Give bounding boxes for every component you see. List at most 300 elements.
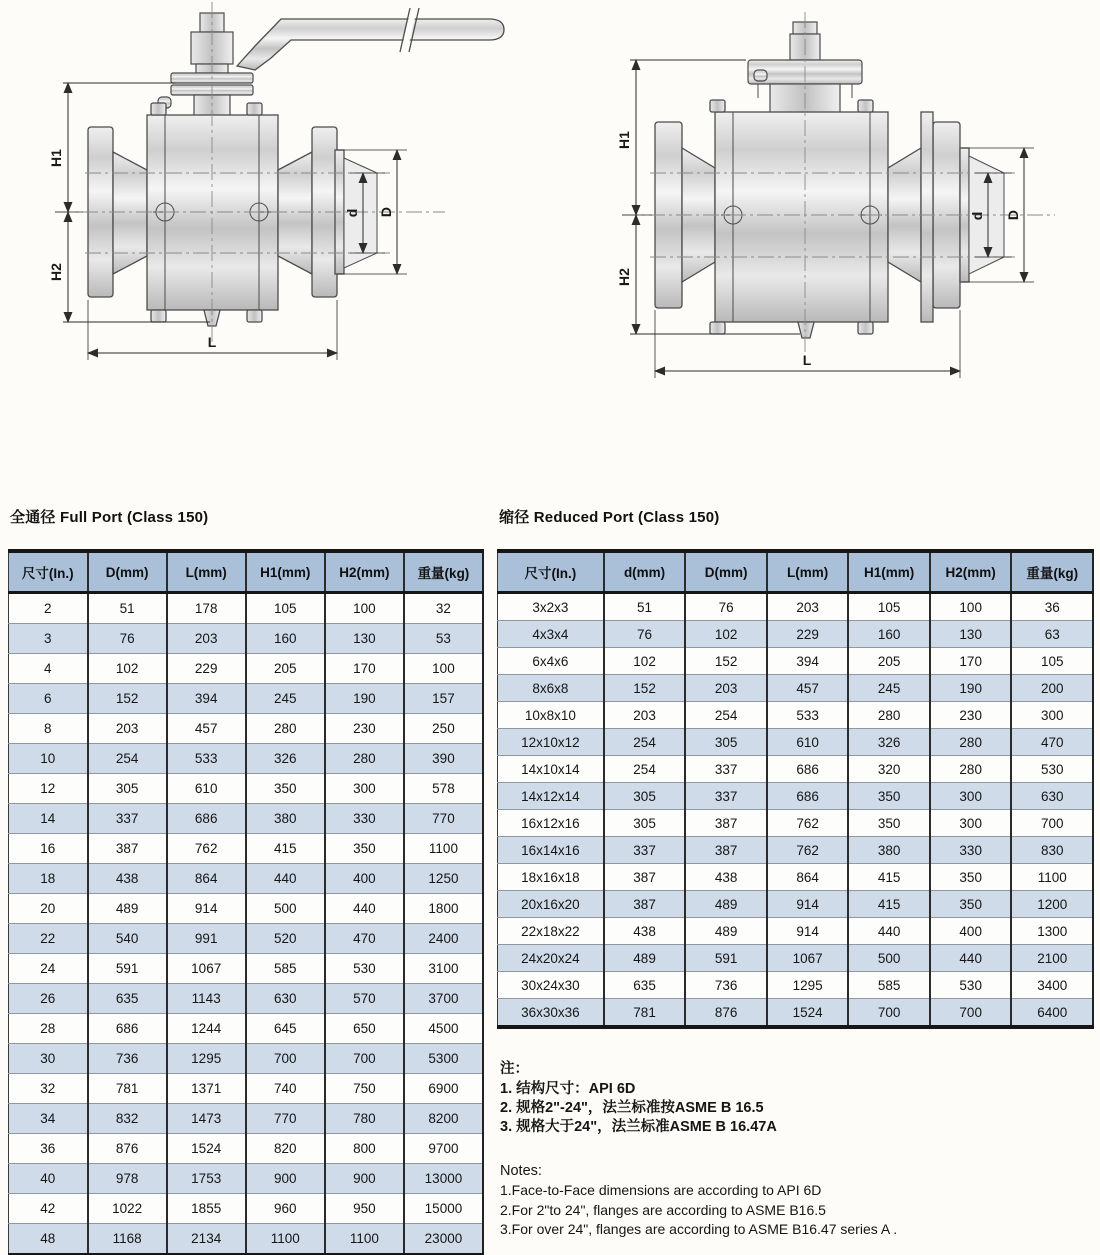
table-cell: 440 (930, 945, 1012, 972)
table-row (9, 684, 484, 714)
table-cell: 32 (404, 593, 483, 624)
table-cell: 415 (848, 864, 930, 891)
table-cell: 6400 (1011, 999, 1093, 1028)
table-cell: 380 (246, 804, 325, 834)
table-cell: 3x2x3 (498, 593, 604, 621)
table-cell: 540 (88, 924, 167, 954)
table-cell: 3100 (404, 954, 483, 984)
table-cell: 337 (604, 837, 686, 864)
table-cell: 1855 (167, 1194, 246, 1224)
table-cell: 1100 (404, 834, 483, 864)
body-bolt (247, 310, 262, 322)
body-center (715, 112, 888, 322)
table-cell: 457 (767, 675, 849, 702)
table-cell: 387 (604, 891, 686, 918)
dim-label-D: D (1005, 209, 1021, 221)
table-cell: 350 (848, 783, 930, 810)
table-cell: 387 (685, 810, 767, 837)
table-cell: 876 (685, 999, 767, 1028)
table-cell: 8 (9, 714, 88, 744)
body-bolt (858, 322, 873, 334)
table-cell: 4 (9, 654, 88, 684)
note-line: 3. 规格大于24"，法兰标准ASME B 16.47A (500, 1119, 777, 1135)
note-line: 2. 规格2"-24"，法兰标准按ASME B 16.5 (500, 1100, 764, 1116)
table-cell: 10x8x10 (498, 702, 604, 729)
right-hub (278, 152, 312, 274)
table-cell: 1244 (167, 1014, 246, 1044)
table-row (9, 1224, 484, 1255)
body-bolt (710, 322, 725, 334)
dim-label-D: D (378, 206, 394, 218)
notes-english (500, 1163, 1094, 1240)
table-cell: 876 (88, 1134, 167, 1164)
table-cell: 51 (604, 593, 686, 621)
table-row (9, 1074, 484, 1104)
table-cell: 12x10x12 (498, 729, 604, 756)
body-bolt (151, 103, 166, 115)
table-cell: 36 (9, 1134, 88, 1164)
table-row (498, 675, 1094, 702)
table-cell: 105 (246, 593, 325, 624)
table-cell: 800 (325, 1134, 404, 1164)
table-cell: 24 (9, 954, 88, 984)
header-row (9, 551, 484, 593)
table-cell: 489 (604, 945, 686, 972)
table-row (498, 729, 1094, 756)
table-cell: 1022 (88, 1194, 167, 1224)
table-row (9, 624, 484, 654)
table-cell: 160 (848, 621, 930, 648)
table-cell: 3700 (404, 984, 483, 1014)
table-cell: 950 (325, 1194, 404, 1224)
table-cell: 635 (88, 984, 167, 1014)
table-row (9, 834, 484, 864)
table-row (9, 894, 484, 924)
table-row (9, 864, 484, 894)
table-cell: 4500 (404, 1014, 483, 1044)
table-cell: 305 (604, 810, 686, 837)
table-cell: 591 (685, 945, 767, 972)
table-row (9, 1014, 484, 1044)
table-cell: 650 (325, 1014, 404, 1044)
table-cell: 1168 (88, 1224, 167, 1255)
full-port-table-head (9, 551, 484, 593)
table-cell: 394 (767, 648, 849, 675)
table-row (9, 1194, 484, 1224)
table-cell: 12 (9, 774, 88, 804)
valve-body (88, 103, 377, 326)
body-bolt (151, 310, 166, 322)
table-cell: 700 (1011, 810, 1093, 837)
table-cell: 387 (88, 834, 167, 864)
table-cell: 245 (246, 684, 325, 714)
table-cell: 102 (88, 654, 167, 684)
table-cell: 762 (767, 810, 849, 837)
table-cell: 415 (848, 891, 930, 918)
header-row (498, 551, 1094, 593)
table-cell: 585 (848, 972, 930, 999)
note-line: 2.For 2"to 24", flanges are according to ASME B16.5 (500, 1201, 826, 1218)
notes-english-lines (500, 1181, 1094, 1240)
table-cell: 102 (685, 621, 767, 648)
table-cell: 438 (88, 864, 167, 894)
table-cell: 5300 (404, 1044, 483, 1074)
table-cell: 8x6x8 (498, 675, 604, 702)
table-cell: 457 (167, 714, 246, 744)
table-cell: 820 (246, 1134, 325, 1164)
dim-label-h1: H1 (48, 149, 64, 167)
lever-ball-valve-drawing (25, 0, 570, 410)
table-cell: 591 (88, 954, 167, 984)
table-cell: 686 (767, 756, 849, 783)
table-cell: 387 (685, 837, 767, 864)
table-row (498, 702, 1094, 729)
table-cell: 1250 (404, 864, 483, 894)
table-cell: 48 (9, 1224, 88, 1255)
table-cell: 40 (9, 1164, 88, 1194)
table-cell: 762 (767, 837, 849, 864)
table-cell: 350 (930, 864, 1012, 891)
table-cell: 280 (246, 714, 325, 744)
table-cell: 8200 (404, 1104, 483, 1134)
table-cell: 635 (604, 972, 686, 999)
dim-label-h1: H1 (616, 131, 632, 149)
table-row (498, 918, 1094, 945)
table-cell: 203 (685, 675, 767, 702)
full-port-table-title: 全通径 Full Port (Class 150) (10, 509, 209, 526)
table-cell: 1143 (167, 984, 246, 1014)
table-cell: 102 (604, 648, 686, 675)
table-cell: 1300 (1011, 918, 1093, 945)
table-cell: 230 (930, 702, 1012, 729)
table-cell: 991 (167, 924, 246, 954)
table-cell: 780 (325, 1104, 404, 1134)
table-cell: 686 (167, 804, 246, 834)
notes-english-heading: Notes: (500, 1163, 542, 1179)
table-row (9, 1044, 484, 1074)
table-cell: 864 (167, 864, 246, 894)
reduced-port-table-body (498, 593, 1094, 1028)
table-cell: 10 (9, 744, 88, 774)
table-cell: 489 (88, 894, 167, 924)
table-cell: 300 (1011, 702, 1093, 729)
table-cell: 24x20x24 (498, 945, 604, 972)
table-cell: 630 (246, 984, 325, 1014)
table-cell: 380 (848, 837, 930, 864)
table-cell: 53 (404, 624, 483, 654)
table-row (9, 1104, 484, 1134)
reduced-port-section (497, 506, 1094, 1240)
table-row (498, 864, 1094, 891)
notes-chinese (500, 1057, 1094, 1137)
table-cell: 100 (325, 593, 404, 624)
table-cell: 585 (246, 954, 325, 984)
table-cell: 578 (404, 774, 483, 804)
column-header: 重量(kg) (404, 551, 483, 593)
table-cell: 20 (9, 894, 88, 924)
table-cell: 350 (246, 774, 325, 804)
table-cell: 152 (685, 648, 767, 675)
table-cell: 16x14x16 (498, 837, 604, 864)
table-cell: 1473 (167, 1104, 246, 1134)
table-cell: 914 (767, 891, 849, 918)
table-cell: 610 (767, 729, 849, 756)
table-cell: 32 (9, 1074, 88, 1104)
table-cell: 337 (685, 783, 767, 810)
table-cell: 440 (848, 918, 930, 945)
table-cell: 832 (88, 1104, 167, 1134)
table-cell: 1524 (167, 1134, 246, 1164)
table-cell: 770 (246, 1104, 325, 1134)
table-cell: 203 (167, 624, 246, 654)
table-cell: 6900 (404, 1074, 483, 1104)
column-header: H2(mm) (325, 551, 404, 593)
table-cell: 500 (848, 945, 930, 972)
table-cell: 750 (325, 1074, 404, 1104)
table-cell: 105 (1011, 648, 1093, 675)
table-cell: 350 (325, 834, 404, 864)
table-cell: 440 (246, 864, 325, 894)
table-cell: 438 (604, 918, 686, 945)
table-cell: 400 (325, 864, 404, 894)
bare-stem-ball-valve-drawing (600, 12, 1100, 412)
table-cell: 157 (404, 684, 483, 714)
table-cell: 1753 (167, 1164, 246, 1194)
table-cell: 230 (325, 714, 404, 744)
table-cell: 203 (767, 593, 849, 621)
table-cell: 350 (930, 891, 1012, 918)
table-cell: 1200 (1011, 891, 1093, 918)
table-cell: 160 (246, 624, 325, 654)
table-cell: 350 (848, 810, 930, 837)
table-cell: 864 (767, 864, 849, 891)
table-cell: 520 (246, 924, 325, 954)
table-cell: 20x16x20 (498, 891, 604, 918)
body-bolt (710, 100, 725, 112)
table-cell: 245 (848, 675, 930, 702)
notes-chinese-heading: 注： (500, 1061, 529, 1077)
table-cell: 337 (685, 756, 767, 783)
table-cell: 326 (848, 729, 930, 756)
table-cell: 700 (848, 999, 930, 1028)
table-cell: 320 (848, 756, 930, 783)
table-cell: 1100 (246, 1224, 325, 1255)
table-row (9, 1134, 484, 1164)
table-cell: 205 (246, 654, 325, 684)
column-header: 重量(kg) (1011, 551, 1093, 593)
table-cell: 762 (167, 834, 246, 864)
column-header: L(mm) (167, 551, 246, 593)
table-cell: 16 (9, 834, 88, 864)
table-cell: 13000 (404, 1164, 483, 1194)
table-cell: 22x18x22 (498, 918, 604, 945)
table-cell: 3400 (1011, 972, 1093, 999)
dim-label-d: d (344, 208, 360, 218)
column-header: 尺寸(In.) (9, 551, 88, 593)
table-cell: 105 (848, 593, 930, 621)
table-cell: 200 (1011, 675, 1093, 702)
table-cell: 900 (246, 1164, 325, 1194)
table-cell: 36x30x36 (498, 999, 604, 1028)
column-header: D(mm) (88, 551, 167, 593)
table-cell: 489 (685, 891, 767, 918)
table-row (498, 945, 1094, 972)
reduced-port-table-title: 缩径 Reduced Port (Class 150) (499, 509, 720, 526)
table-cell: 330 (930, 837, 1012, 864)
table-cell: 978 (88, 1164, 167, 1194)
table-cell: 229 (167, 654, 246, 684)
column-header: H2(mm) (930, 551, 1012, 593)
table-cell: 489 (685, 918, 767, 945)
table-cell: 2 (9, 593, 88, 624)
table-cell: 305 (604, 783, 686, 810)
reduced-port-table-head (498, 551, 1094, 593)
table-cell: 250 (404, 714, 483, 744)
table-cell: 203 (88, 714, 167, 744)
table-cell: 51 (88, 593, 167, 624)
table-cell: 190 (930, 675, 1012, 702)
column-header: d(mm) (604, 551, 686, 593)
table-cell: 394 (167, 684, 246, 714)
dim-label-h2: H2 (616, 268, 632, 286)
table-cell: 42 (9, 1194, 88, 1224)
table-row (498, 621, 1094, 648)
table-cell: 34 (9, 1104, 88, 1134)
dim-label-L: L (802, 352, 812, 368)
table-cell: 14x12x14 (498, 783, 604, 810)
table-cell: 960 (246, 1194, 325, 1224)
table-cell: 330 (325, 804, 404, 834)
table-cell: 770 (404, 804, 483, 834)
table-cell: 152 (604, 675, 686, 702)
table-cell: 280 (848, 702, 930, 729)
table-row (498, 593, 1094, 621)
table-cell: 530 (325, 954, 404, 984)
column-header: H1(mm) (246, 551, 325, 593)
table-row (498, 972, 1094, 999)
table-cell: 900 (325, 1164, 404, 1194)
table-cell: 280 (325, 744, 404, 774)
table-cell: 700 (325, 1044, 404, 1074)
column-header: 尺寸(In.) (498, 551, 604, 593)
table-cell: 15000 (404, 1194, 483, 1224)
left-hub (113, 152, 147, 274)
gland-screw (754, 70, 767, 81)
table-cell: 305 (685, 729, 767, 756)
table-row (498, 999, 1094, 1028)
table-row (9, 774, 484, 804)
table-cell: 190 (325, 684, 404, 714)
table-row (498, 756, 1094, 783)
table-cell: 326 (246, 744, 325, 774)
table-cell: 530 (1011, 756, 1093, 783)
table-cell: 390 (404, 744, 483, 774)
table-row (9, 654, 484, 684)
table-row (498, 648, 1094, 675)
table-cell: 438 (685, 864, 767, 891)
table-cell: 170 (930, 648, 1012, 675)
table-cell: 76 (685, 593, 767, 621)
table-cell: 280 (930, 729, 1012, 756)
table-cell: 100 (930, 593, 1012, 621)
table-cell: 203 (604, 702, 686, 729)
dim-label-h2: H2 (48, 263, 64, 281)
column-header: H1(mm) (848, 551, 930, 593)
table-cell: 26 (9, 984, 88, 1014)
table-cell: 1524 (767, 999, 849, 1028)
reduced-port-table (497, 549, 1094, 1029)
body-bolt (858, 100, 873, 112)
table-cell: 6x4x6 (498, 648, 604, 675)
table-cell: 736 (88, 1044, 167, 1074)
full-port-table (8, 549, 484, 1255)
dim-label-d: d (969, 211, 985, 221)
table-cell: 2400 (404, 924, 483, 954)
table-cell: 300 (930, 810, 1012, 837)
table-cell: 470 (1011, 729, 1093, 756)
table-cell: 781 (604, 999, 686, 1028)
table-cell: 16x12x16 (498, 810, 604, 837)
table-cell: 300 (325, 774, 404, 804)
table-cell: 570 (325, 984, 404, 1014)
table-cell: 3 (9, 624, 88, 654)
table-cell: 6 (9, 684, 88, 714)
lever-handle (237, 8, 504, 70)
table-cell: 2100 (1011, 945, 1093, 972)
table-cell: 28 (9, 1014, 88, 1044)
table-row (9, 924, 484, 954)
table-cell: 30x24x30 (498, 972, 604, 999)
table-cell: 305 (88, 774, 167, 804)
table-cell: 1100 (325, 1224, 404, 1255)
table-cell: 4x3x4 (498, 621, 604, 648)
table-cell: 14x10x14 (498, 756, 604, 783)
drain-plug (798, 322, 814, 338)
table-cell: 914 (767, 918, 849, 945)
table-cell: 387 (604, 864, 686, 891)
table-cell: 700 (930, 999, 1012, 1028)
table-cell: 415 (246, 834, 325, 864)
table-cell: 100 (404, 654, 483, 684)
table-cell: 170 (325, 654, 404, 684)
table-cell: 1067 (167, 954, 246, 984)
table-cell: 686 (88, 1014, 167, 1044)
table-cell: 610 (167, 774, 246, 804)
table-cell: 1371 (167, 1074, 246, 1104)
table-cell: 130 (325, 624, 404, 654)
table-cell: 736 (685, 972, 767, 999)
table-cell: 22 (9, 924, 88, 954)
table-cell: 280 (930, 756, 1012, 783)
table-cell: 130 (930, 621, 1012, 648)
table-cell: 700 (246, 1044, 325, 1074)
table-cell: 23000 (404, 1224, 483, 1255)
table-cell: 740 (246, 1074, 325, 1104)
full-port-table-body (9, 593, 484, 1255)
table-cell: 1295 (167, 1044, 246, 1074)
table-cell: 533 (767, 702, 849, 729)
table-cell: 178 (167, 593, 246, 624)
table-cell: 440 (325, 894, 404, 924)
column-header: D(mm) (685, 551, 767, 593)
table-cell: 1295 (767, 972, 849, 999)
table-row (498, 810, 1094, 837)
table-cell: 18 (9, 864, 88, 894)
table-cell: 1100 (1011, 864, 1093, 891)
body-bolt (247, 103, 262, 115)
valve-body (655, 100, 1004, 338)
table-cell: 205 (848, 648, 930, 675)
